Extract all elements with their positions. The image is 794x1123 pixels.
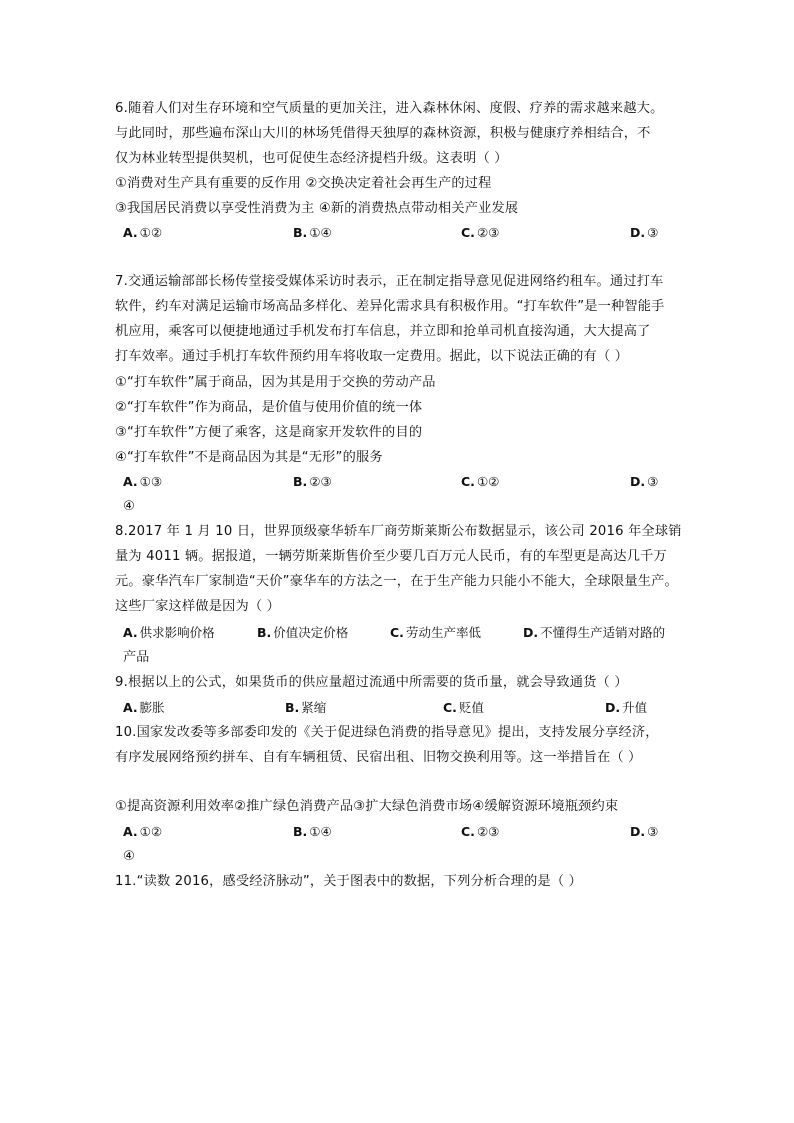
q7-statement-4: ④“打车软件”不是商品因为其是“无形”的服务: [115, 450, 383, 465]
q7-statement-3: ③“打车软件”方便了乘客，这是商家开发软件的目的: [115, 425, 423, 440]
q10-option-c: [461, 823, 499, 841]
q8-option-d: [523, 624, 665, 642]
option-text: 贬值: [458, 700, 484, 715]
q9-option-b: [285, 699, 326, 717]
q8-option-a: [123, 624, 215, 642]
q10-option-b: [293, 823, 332, 841]
q8-stem-line-2: 量为 4011 辆。据报道，一辆劳斯莱斯售价至少要几百万元人民币，有的车型更是高达几千万: [115, 549, 667, 564]
q7-statement-2: ②“打车软件”作为商品，是价值与使用价值的统一体: [115, 400, 423, 415]
q10-statements: ①提高资源利用效率②推广绿色消费产品③扩大绿色消费市场④缓解资源环境瓶颈约束: [115, 799, 619, 814]
q6-option-b: [293, 224, 332, 242]
option-text: ①③: [139, 474, 163, 489]
q7-stem-line-4: 打车效率。通过手机打车软件预约用车将收取一定费用。据此，以下说法正确的有（ ）: [115, 349, 629, 364]
option-label: D.: [630, 225, 646, 240]
option-text: 升值: [622, 700, 648, 715]
option-text: ①④: [309, 824, 332, 839]
option-text: ①②: [139, 824, 163, 839]
q6-option-d: [630, 224, 658, 242]
option-text: ③: [647, 474, 659, 489]
q9-stem-line-1: 9.根据以上的公式，如果货币的供应量超过流通中所需要的货币量，就会导致通货（ ）: [115, 675, 628, 690]
q7-option-c: [461, 473, 499, 491]
option-label: C.: [443, 700, 457, 715]
q6-statement-2: ③我国居民消费以享受性消费为主 ④新的消费热点带动相关产业发展: [115, 201, 519, 216]
q7-option-d-continuation: ④: [123, 499, 135, 514]
option-label: C.: [461, 824, 475, 839]
option-text: ①②: [139, 225, 163, 240]
option-text: ②③: [309, 474, 332, 489]
option-label: A.: [123, 225, 138, 240]
q9-option-d: [605, 699, 647, 717]
q10-option-d: [630, 823, 658, 841]
q6-stem-line-2: 与此同时，那些遍布深山大川的林场凭借得天独厚的森林资源，积极与健康疗养相结合，不: [115, 126, 651, 141]
option-label: B.: [285, 700, 300, 715]
q7-stem-line-3: 机应用，乘客可以便捷地通过手机发布打车信息，并立即和抢单司机直接沟通，大大提高了: [115, 324, 651, 339]
option-label: A.: [123, 824, 138, 839]
option-label: D.: [630, 824, 646, 839]
option-label: D.: [605, 700, 621, 715]
option-label: C.: [461, 225, 475, 240]
q7-option-a: [123, 473, 162, 491]
option-label: B.: [257, 625, 272, 640]
option-text: 价值决定价格: [273, 625, 349, 640]
q7-stem-line-1: 7.交通运输部部长杨传堂接受媒体采访时表示，正在制定指导意见促进网络约租车。通过打车: [115, 274, 664, 289]
option-text: ③: [647, 824, 659, 839]
q9-option-c: [443, 699, 484, 717]
option-label: B.: [293, 225, 308, 240]
q10-option-d-continuation: ④: [123, 849, 135, 864]
option-text: ③: [647, 225, 659, 240]
option-text: ②③: [476, 225, 500, 240]
q10-option-a: [123, 823, 162, 841]
q6-stem-line-3: 仅为林业转型提供契机，也可促使生态经济提档升级。这表明（ ）: [115, 151, 508, 166]
q8-stem-line-1: 8.2017 年 1 月 10 日，世界顶级豪华轿车厂商劳斯莱斯公布数据显示，该公司 2016 年全球销: [115, 524, 682, 539]
q6-option-c: [461, 224, 499, 242]
q10-stem-line-2: 有序发展网络预约拼车、自有车辆租赁、民宿出租、旧物交换利用等。这一举措旨在（ ）: [115, 750, 642, 765]
q6-stem-line-1: 6.随着人们对生存环境和空气质量的更加关注，进入森林休闲、度假、疗养的需求越来越大。: [115, 101, 664, 116]
option-text: ①②: [476, 474, 500, 489]
q7-option-b: [293, 473, 332, 491]
q6-option-a: [123, 224, 162, 242]
q7-option-d: [630, 473, 658, 491]
q6-statement-1: ①消费对生产具有重要的反作用 ②交换决定着社会再生产的过程: [115, 176, 492, 191]
option-label: C.: [461, 474, 475, 489]
q7-statement-1: ①“打车软件”属于商品，因为其是用于交换的劳动产品: [115, 375, 436, 390]
option-label: D.: [523, 625, 539, 640]
option-text: 紧缩: [301, 700, 327, 715]
q8-stem-line-3: 元。豪华汽车厂家制造“天价”豪华车的方法之一，在于生产能力只能小不能大，全球限量生产。: [115, 574, 678, 589]
option-label: D.: [630, 474, 646, 489]
option-label: A.: [123, 625, 138, 640]
option-text: ①④: [309, 225, 332, 240]
q8-stem-line-4: 这些厂家这样做是因为（ ）: [115, 599, 281, 614]
q9-option-a: [123, 699, 165, 717]
q11-stem-line-1: 11.“读数 2016，感受经济脉动”，关于图表中的数据，下列分析合理的是（ ）: [115, 874, 583, 889]
option-text: 膨胀: [139, 700, 165, 715]
q8-option-c: [390, 624, 481, 642]
q10-stem-line-1: 10.国家发改委等多部委印发的《关于促进绿色消费的指导意见》提出，支持发展分享经济，: [115, 725, 659, 740]
option-label: B.: [293, 824, 308, 839]
option-label: B.: [293, 474, 308, 489]
option-text: 供求影响价格: [139, 625, 215, 640]
option-label: A.: [123, 700, 138, 715]
option-text: ②③: [476, 824, 500, 839]
option-label: C.: [390, 625, 404, 640]
q7-stem-line-2: 软件，约车对满足运输市场高品多样化、差异化需求具有积极作用。“打车软件”是一种智能手: [115, 299, 665, 314]
option-label: A.: [123, 474, 138, 489]
option-text: 劳动生产率低: [405, 625, 481, 640]
option-text: 不懂得生产适销对路的: [540, 625, 666, 640]
q8-option-d-continuation: 产品: [123, 650, 150, 665]
q8-option-b: [257, 624, 348, 642]
